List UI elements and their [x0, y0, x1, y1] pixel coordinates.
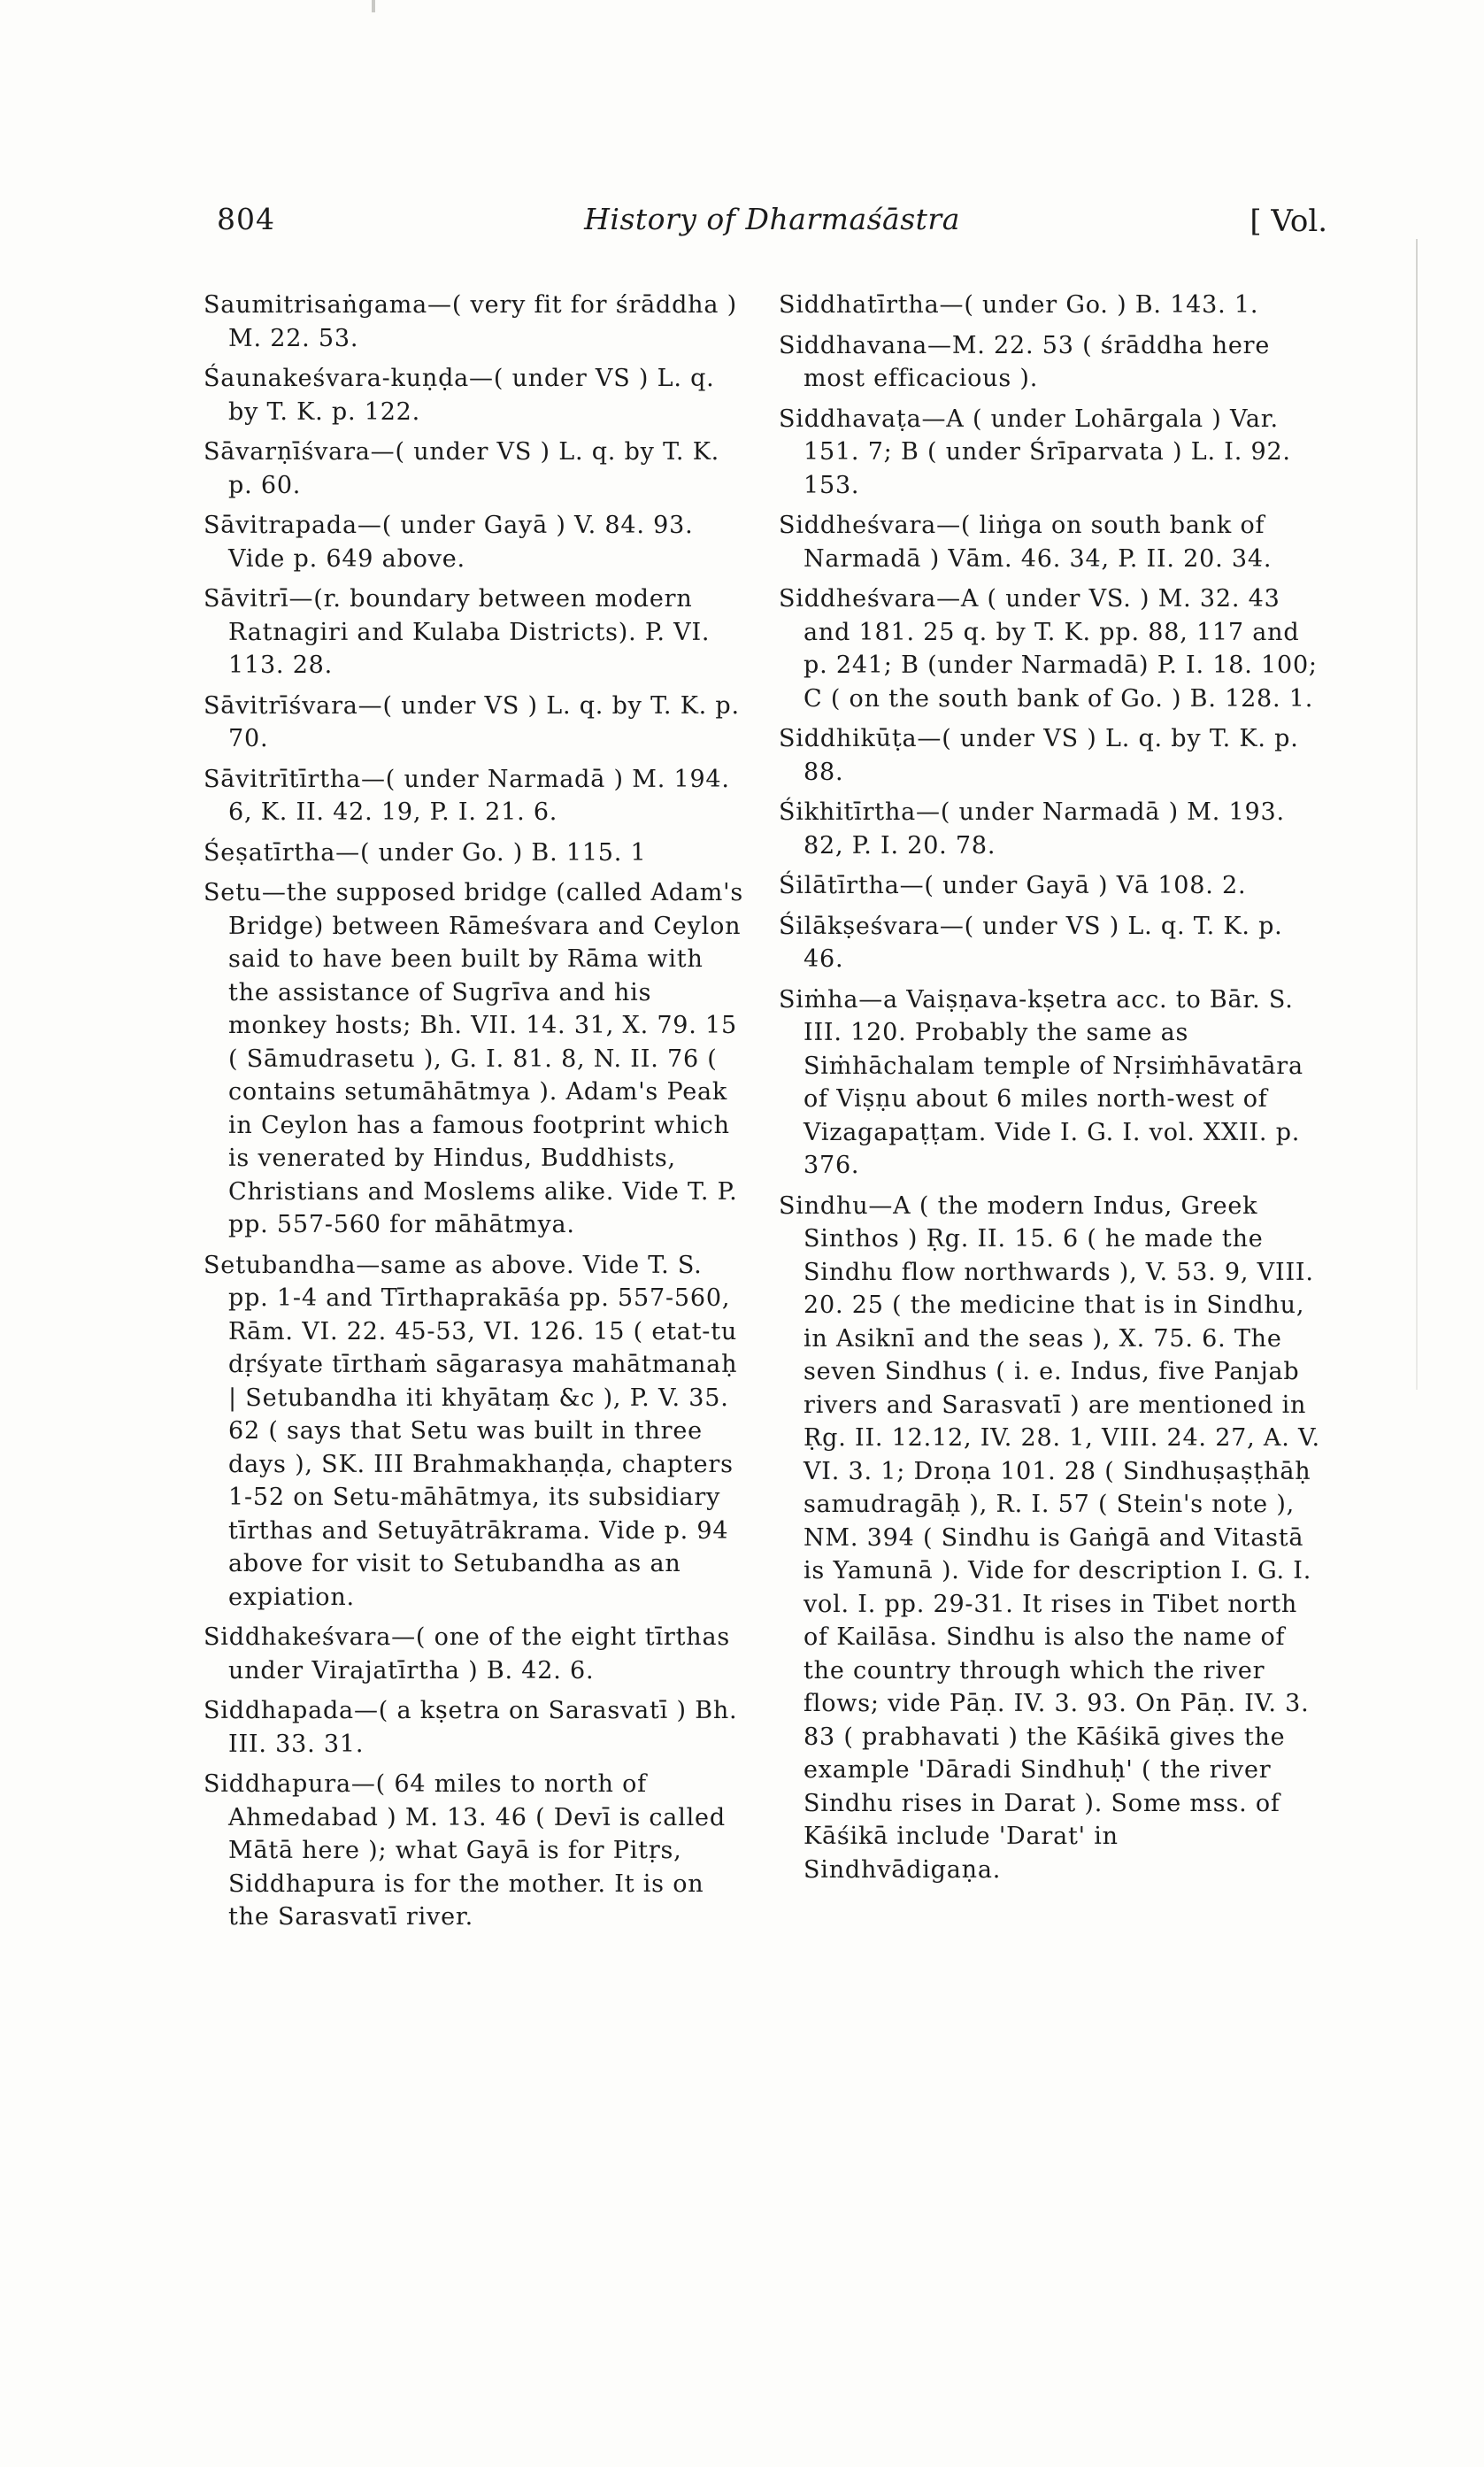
index-entry: Siddhatīrtha—( under Go. ) B. 143. 1.: [779, 291, 1259, 319]
index-entry: Setu—the supposed bridge (called Adam's Bridge) between Rāmeśvara and Ceylon said to have been built by Rāma with the assistance of Sugrīva and his monkey hosts; Bh. VII. 14. 31, X. 79. 15 ( Sāmudrasetu ), G. I. 81. 8, N. II. 76 ( contains setumāhātmya ). Adam's Peak in Ceylon has a famous footprint which is venerated by Hindus, Buddhists, Christians and Moslems alike. Vide T. P. pp. 557-560 for māhātmya.: [204, 879, 744, 1238]
index-entry: Siddhakeśvara—( one of the eight tīrthas under Virajatīrtha ) B. 42. 6.: [204, 1623, 730, 1684]
binding-edge-line: [1416, 239, 1418, 1390]
index-entry: Sāvarṇīśvara—( under VS ) L. q. by T. K. p. 60.: [204, 438, 720, 499]
index-entry: Śilātīrtha—( under Gayā ) Vā 108. 2.: [779, 872, 1247, 899]
index-entry: Siddheśvara—( liṅga on south bank of Narmadā ) Vām. 46. 34, P. II. 20. 34.: [779, 512, 1273, 573]
scan-artifact: [372, 0, 375, 12]
index-entry: Śikhitīrtha—( under Narmadā ) M. 193. 82, P. I. 20. 78.: [779, 798, 1285, 860]
index-entry: Sāvitrītīrtha—( under Narmadā ) M. 194. 6, K. II. 42. 19, P. I. 21. 6.: [204, 765, 730, 826]
index-entry: Siddheśvara—A ( under VS. ) M. 32. 43 and 181. 25 q. by T. K. pp. 88, 117 and p. 241; B (under Narmadā) P. I. 18. 100; C ( on the south bank of Go. ) B. 128. 1.: [779, 585, 1318, 713]
right-column: [779, 289, 1320, 1893]
page-number: 804: [217, 202, 275, 236]
index-entry: Śilākṣeśvara—( under VS ) L. q. T. K. p. 46.: [779, 912, 1283, 973]
left-column: [204, 289, 745, 1941]
index-entry: Śeṣatīrtha—( under Go. ) B. 115. 1: [204, 838, 647, 867]
index-entry: Saumitrisaṅgama—( very fit for śrāddha ) M. 22. 53.: [204, 291, 737, 352]
index-entry: Siddhapada—( a kṣetra on Sarasvatī ) Bh. III. 33. 31.: [204, 1697, 738, 1758]
index-entry: Siṁha—a Vaiṣṇava-kṣetra acc. to Bār. S. III. 120. Probably the same as Siṁhāchalam temple of Nṛsiṁhāvatāra of Viṣṇu about 6 miles north-west of Vizagapaṭṭam. Vide I. G. I. vol. XXII. p. 376.: [779, 985, 1303, 1179]
index-entry: Sāvitrapada—( under Gayā ) V. 84. 93. Vide p. 649 above.: [204, 512, 694, 573]
volume-label: [ Vol.: [1249, 204, 1327, 239]
running-title: History of Dharmaśāstra: [584, 202, 960, 236]
index-entry: Siddhikūṭa—( under VS ) L. q. by T. K. p. 88.: [779, 725, 1299, 786]
index-entry: Sāvitrīśvara—( under VS ) L. q. by T. K. p. 70.: [204, 691, 740, 752]
index-entry: Śaunakeśvara-kuṇḍa—( under VS ) L. q. by T. K. p. 122.: [204, 365, 715, 426]
index-entry: Siddhavana—M. 22. 53 ( śrāddha here most efficacious ).: [779, 331, 1271, 392]
index-entry: Sindhu—A ( the modern Indus, Greek Sinthos ) Ṛg. II. 15. 6 ( he made the Sindhu flow northwards ), V. 53. 9, VIII. 20. 25 ( the medicine that is in Sindhu, in Asiknī and the seas ), X. 75. 6. The seven Sindhus ( i. e. Indus, five Panjab rivers and Sarasvatī ) are mentioned in Ṛg. II. 12.12, IV. 28. 1, VIII. 24. 27, A. V. VI. 3. 1; Droṇa 101. 28 ( Sindhuṣaṣṭhāḥ samudragāḥ ), R. I. 57 ( Stein's note ), NM. 394 ( Sindhu is Gaṅgā and Vitastā is Yamunā ). Vide for description I. G. I. vol. I. pp. 29-31. It rises in Tibet north of Kailāsa. Sindhu is also the name of the country through which the river flows; vide Pāṇ. IV. 3. 93. On Pāṇ. IV. 3. 83 ( prabhavati ) the Kāśikā gives the example 'Dāradi Sindhuḥ' ( the river Sindhu rises in Darat ). Some mss. of Kāśikā include 'Darat' in Sindhvādigaṇa.: [779, 1191, 1320, 1884]
index-entry: Siddhavaṭa—A ( under Lohārgala ) Var. 151. 7; B ( under Śrīparvata ) L. I. 92. 153.: [779, 405, 1291, 499]
index-entry: Siddhapura—( 64 miles to north of Ahmedabad ) M. 13. 46 ( Devī is called Mātā here ); what Gayā is for Pitṛs, Siddhapura is for the mother. It is on the Sarasvatī river.: [204, 1770, 726, 1931]
page-header: [217, 202, 1327, 255]
index-entry: Setubandha—same as above. Vide T. S. pp. 1-4 and Tīrthaprakāśa pp. 557-560, Rām. VI. 22. 45-53, VI. 126. 15 ( etat-tu dṛśyate tīrthaṁ sāgarasya mahātmanaḥ | Setubandha iti khyātaṃ &c ), P. V. 35. 62 ( says that Setu was built in three days ), SK. III Brahmakhaṇḍa, chapters 1-52 on Setu-māhātmya, its subsidiary tīrthas and Setuyātrākrama. Vide p. 94 above for visit to Setubandha as an expiation.: [204, 1251, 738, 1611]
index-entry: Sāvitrī—(r. boundary between modern Ratnagiri and Kulaba Districts). P. VI. 113. 28.: [204, 585, 711, 679]
